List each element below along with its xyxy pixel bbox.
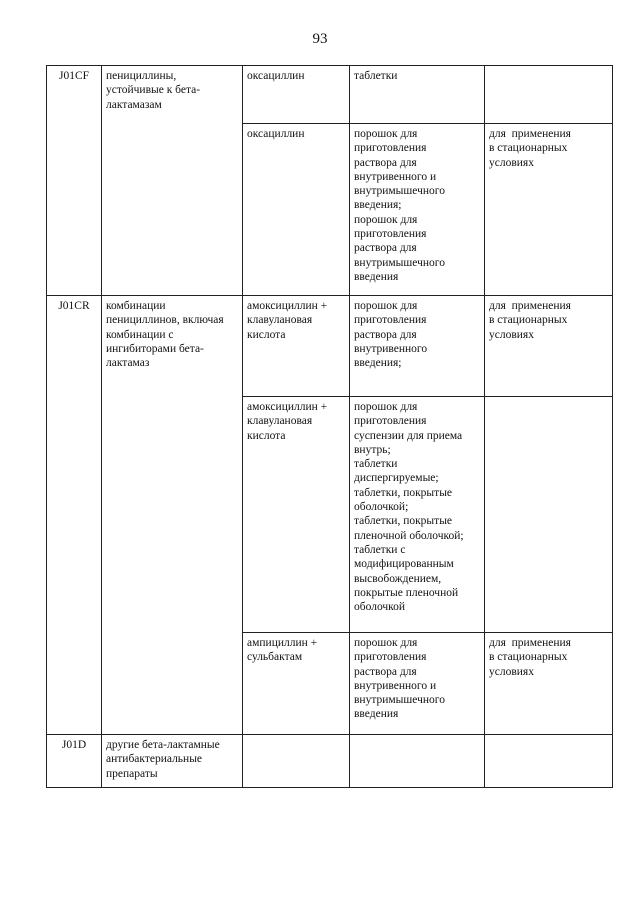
dosage-form-cell <box>350 296 485 397</box>
note-line: в стационарных <box>489 651 568 664</box>
note-line: для применения <box>489 128 571 140</box>
drug-name-line: оксациллин <box>247 70 305 82</box>
note-cell <box>485 397 613 633</box>
dosage-form-line: внутрь; <box>354 443 391 456</box>
page-number: 93 <box>312 31 328 47</box>
group-name-line: лактамаз <box>106 357 150 370</box>
drug-name-cell <box>243 124 350 296</box>
drug-name-cell <box>243 735 350 788</box>
note-line: в стационарных <box>489 142 568 155</box>
dosage-form-line: порошок для <box>354 300 418 312</box>
atc-code: J01D <box>61 739 87 751</box>
dosage-form-line: внутримышечного <box>354 694 445 707</box>
dosage-form-cell <box>350 124 485 296</box>
note-cell <box>485 296 613 397</box>
atc-code-cell <box>47 66 102 296</box>
table-row <box>47 66 613 124</box>
dosage-form-line: диспергируемые; <box>354 472 439 485</box>
group-name-line: устойчивые к бета- <box>106 84 201 97</box>
group-name-line: другие бета-лактамные <box>106 739 220 751</box>
note-cell <box>485 124 613 296</box>
group-name-cell <box>102 66 243 296</box>
dosage-form-cell <box>350 397 485 633</box>
note-cell <box>485 735 613 788</box>
group-name-line: препараты <box>106 767 158 780</box>
dosage-form-line: приготовления <box>354 415 427 428</box>
atc-code: J01CF <box>58 70 90 82</box>
dosage-form-line: таблетки, покрытые <box>354 515 453 528</box>
atc-code-cell <box>47 296 102 735</box>
atc-code-cell <box>47 735 102 788</box>
drug-name-cell <box>243 633 350 735</box>
dosage-form-line: пленочной оболочкой; <box>354 529 464 542</box>
drug-name-line: амоксициллин + <box>247 300 328 312</box>
note-cell <box>485 633 613 735</box>
dosage-form-cell <box>350 633 485 735</box>
drug-name-line: ампициллин + <box>247 637 318 649</box>
dosage-form-line: порошок для <box>354 213 418 226</box>
group-name-line: лактамазам <box>106 98 162 111</box>
dosage-form-line: таблетки, покрытые <box>354 486 453 499</box>
note-line: условиях <box>489 156 534 169</box>
atc-code: J01CR <box>58 300 90 312</box>
dosage-form-line: таблетки с <box>354 543 406 556</box>
drug-name-line: амоксициллин + <box>247 401 328 413</box>
drug-list-table <box>46 65 613 788</box>
group-name-line: пенициллинов, включая <box>106 314 224 327</box>
dosage-form-line: раствора для <box>354 156 417 169</box>
dosage-form-line: приготовления <box>354 314 427 327</box>
dosage-form-line: порошок для <box>354 401 418 413</box>
dosage-form-line: раствора для <box>354 242 417 255</box>
dosage-form-line: порошок для <box>354 128 418 140</box>
dosage-form-line: приготовления <box>354 142 427 155</box>
dosage-form-line: приготовления <box>354 651 427 664</box>
group-name-line: пенициллины, <box>106 70 177 82</box>
group-name-line: антибактериальные <box>106 753 203 766</box>
dosage-form-line: введения <box>354 708 399 721</box>
drug-list-body <box>47 66 613 788</box>
note-line: условиях <box>489 328 534 341</box>
dosage-form-line: приготовления <box>354 228 427 241</box>
drug-name-line: оксациллин <box>247 128 305 140</box>
note-line: для применения <box>489 300 571 312</box>
drug-name-line: клавулановая <box>247 415 313 428</box>
dosage-form-line: введения <box>354 270 399 283</box>
dosage-form-line: модифицированным <box>354 558 454 571</box>
dosage-form-line: внутривенного и <box>354 170 437 183</box>
dosage-form-line: внутримышечного <box>354 185 445 198</box>
dosage-form-line: внутримышечного <box>354 256 445 269</box>
dosage-form-line: внутривенного и <box>354 679 437 692</box>
dosage-form-line: введения; <box>354 357 402 370</box>
dosage-form-line: покрытые пленочной <box>354 586 459 599</box>
dosage-form-line: порошок для <box>354 637 418 649</box>
drug-name-line: кислота <box>247 328 286 341</box>
drug-name-cell <box>243 296 350 397</box>
dosage-form-line: высвобождением, <box>354 572 442 585</box>
note-cell <box>485 66 613 124</box>
drug-name-line: кислота <box>247 429 286 442</box>
dosage-form-line: таблетки <box>354 458 398 471</box>
group-name-line: комбинации с <box>106 328 174 341</box>
group-name-line: комбинации <box>106 300 166 312</box>
table-row <box>47 735 613 788</box>
dosage-form-line: раствора для <box>354 665 417 678</box>
dosage-form-cell <box>350 66 485 124</box>
dosage-form-line: таблетки <box>354 70 398 82</box>
drug-name-cell <box>243 397 350 633</box>
note-line: для применения <box>489 637 571 649</box>
dosage-form-line: оболочкой; <box>354 501 409 514</box>
drug-name-line: клавулановая <box>247 314 313 327</box>
note-line: условиях <box>489 665 534 678</box>
drug-name-line: сульбактам <box>247 651 303 664</box>
table-row <box>47 296 613 397</box>
dosage-form-line: внутривенного <box>354 342 428 355</box>
dosage-form-line: раствора для <box>354 328 417 341</box>
dosage-form-line: суспензии для приема <box>354 429 463 442</box>
dosage-form-line: оболочкой <box>354 601 406 614</box>
group-name-cell <box>102 735 243 788</box>
group-name-line: ингибиторами бета- <box>106 342 204 355</box>
dosage-form-line: введения; <box>354 199 402 212</box>
dosage-form-cell <box>350 735 485 788</box>
drug-name-cell <box>243 66 350 124</box>
note-line: в стационарных <box>489 314 568 327</box>
group-name-cell <box>102 296 243 735</box>
